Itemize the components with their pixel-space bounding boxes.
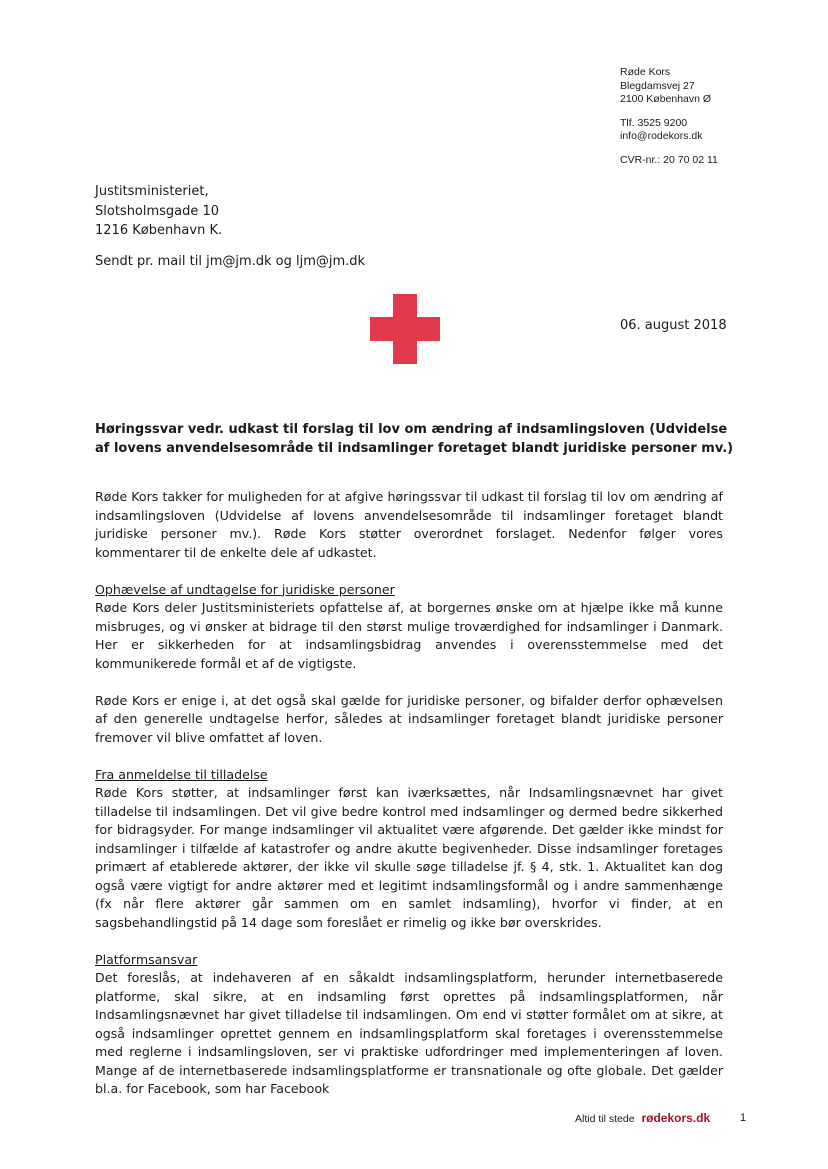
- sent-note: Sendt pr. mail til jm@jm.dk og ljm@jm.dk: [95, 254, 366, 269]
- footer-tagline-block: [575, 1111, 710, 1125]
- red-cross-logo: [370, 294, 440, 364]
- letter-subject: Høringssvar vedr. udkast til forslag til lov om ændring af indsamlingsloven (Udvidelse af lovens anvendelsesområde til indsamlinger foretaget blandt juridiske personer mv.): [95, 422, 734, 456]
- recipient-street: Slotsholmsgade 10: [95, 203, 220, 219]
- section-heading-tilladelse: Fra anmeldelse til tilladelse: [95, 766, 268, 782]
- sender-email: info@rodekors.dk: [620, 130, 703, 142]
- paragraph-intro: Røde Kors takker for muligheden for at afgive høringssvar til udkast til forslag til lov om ændring af indsamlingsloven (Udvidelse af lovens anvendelsesområde til indsamlinger foretaget blandt juridiske personer mv.). Røde Kors støtter overordnet forslaget. Nedenfor følger vores kommentarer til de enkelte dele af udkastet.: [95, 489, 723, 560]
- recipient-name: Justitsministeriet,: [95, 184, 209, 199]
- footer-tagline: Altid til stede: [575, 1113, 635, 1125]
- footer-brand: rødekors.dk: [641, 1111, 711, 1125]
- recipient-city: 1216 København K.: [95, 223, 223, 238]
- paragraph-s1-1: Røde Kors deler Justitsministeriets opfattelse af, at borgernes ønske om at hjælpe ikke må kunne misbruges, og vi ønsker at bidrage til den størst mulige troværdighed for indsamlinger i Danmark. Her er sikkerheden for at indsamlingsbidrag anvendes i overensstemmelse med det kommunikerede formål et af de vigtigste.: [95, 600, 723, 671]
- section-heading-platform: Platformsansvar: [95, 951, 198, 967]
- paragraph-s1-2: Røde Kors er enige i, at det også skal gælde for juridiske personer, og bifalder derfor ophævelsen af den generelle undtagelse herfor, således at indsamlinger foretaget blandt juridiske personer fremover vil blive omfattet af loven.: [95, 692, 723, 745]
- sender-name: Røde Kors: [620, 66, 671, 78]
- recipient-address: [95, 182, 222, 241]
- letter-body: [95, 488, 723, 1117]
- sender-address: [620, 66, 718, 167]
- page-number: 1: [740, 1112, 747, 1124]
- section-heading-juridiske: Ophævelse af undtagelse for juridiske personer: [95, 581, 395, 597]
- paragraph-s3-1: Det foreslås, at indehaveren af en såkaldt indsamlingsplatform, herunder internetbaserede platforme, skal sikre, at en indsamling først oprettes på indsamlingsplatformen, når Indsamlingsnævnet har givet tilladelse til indsamlingen. Om end vi støtter formålet om at sikre, at også indsamlinger oprettet gennem en indsamlingsplatform skal foretages i overensstemmelse med reglerne i indsamlingsloven, ser vi praktiske udfordringer med implementeringen af loven. Mange af de internetbaserede indsamlingsplatforme er transnationale og ofte globale. Det gælder bl.a. for Facebook, som har Facebook: [95, 970, 723, 1096]
- sender-phone: Tlf. 3525 9200: [620, 116, 688, 129]
- sender-city: 2100 København Ø: [620, 93, 712, 105]
- sender-cvr: CVR-nr.: 20 70 02 11: [620, 153, 718, 166]
- paragraph-s2-1: Røde Kors støtter, at indsamlinger først kan iværksættes, når Indsamlingsnævnet har givet tilladelse til indsamlingen. Det vil give bedre kontrol med indsamlinger og dermed bedre sikkerhed for bidragsyder. For mange indsamlinger vil aktualitet være afgørende. Det gælder ikke mindst for indsamlinger i tilfælde af katastrofer og andre akutte begivenheder. Disse indsamlinger foretages primært af etablerede aktører, der ikke vil skulle søge tilladelse jf. § 4, stk. 1. Aktualitet kan dog også være vigtigt for andre aktører med et legitimt indsamlingsformål og i andre sammenhænge (fx når flere aktører går sammen om en samlet indsamling), hvorfor vi finder, at en sagsbehandlingstid på 14 dage som foreslået er rimelig og ikke bør overskrides.: [95, 785, 723, 930]
- letter-date: 06. august 2018: [620, 318, 727, 333]
- sender-street: Blegdamsvej 27: [620, 79, 695, 92]
